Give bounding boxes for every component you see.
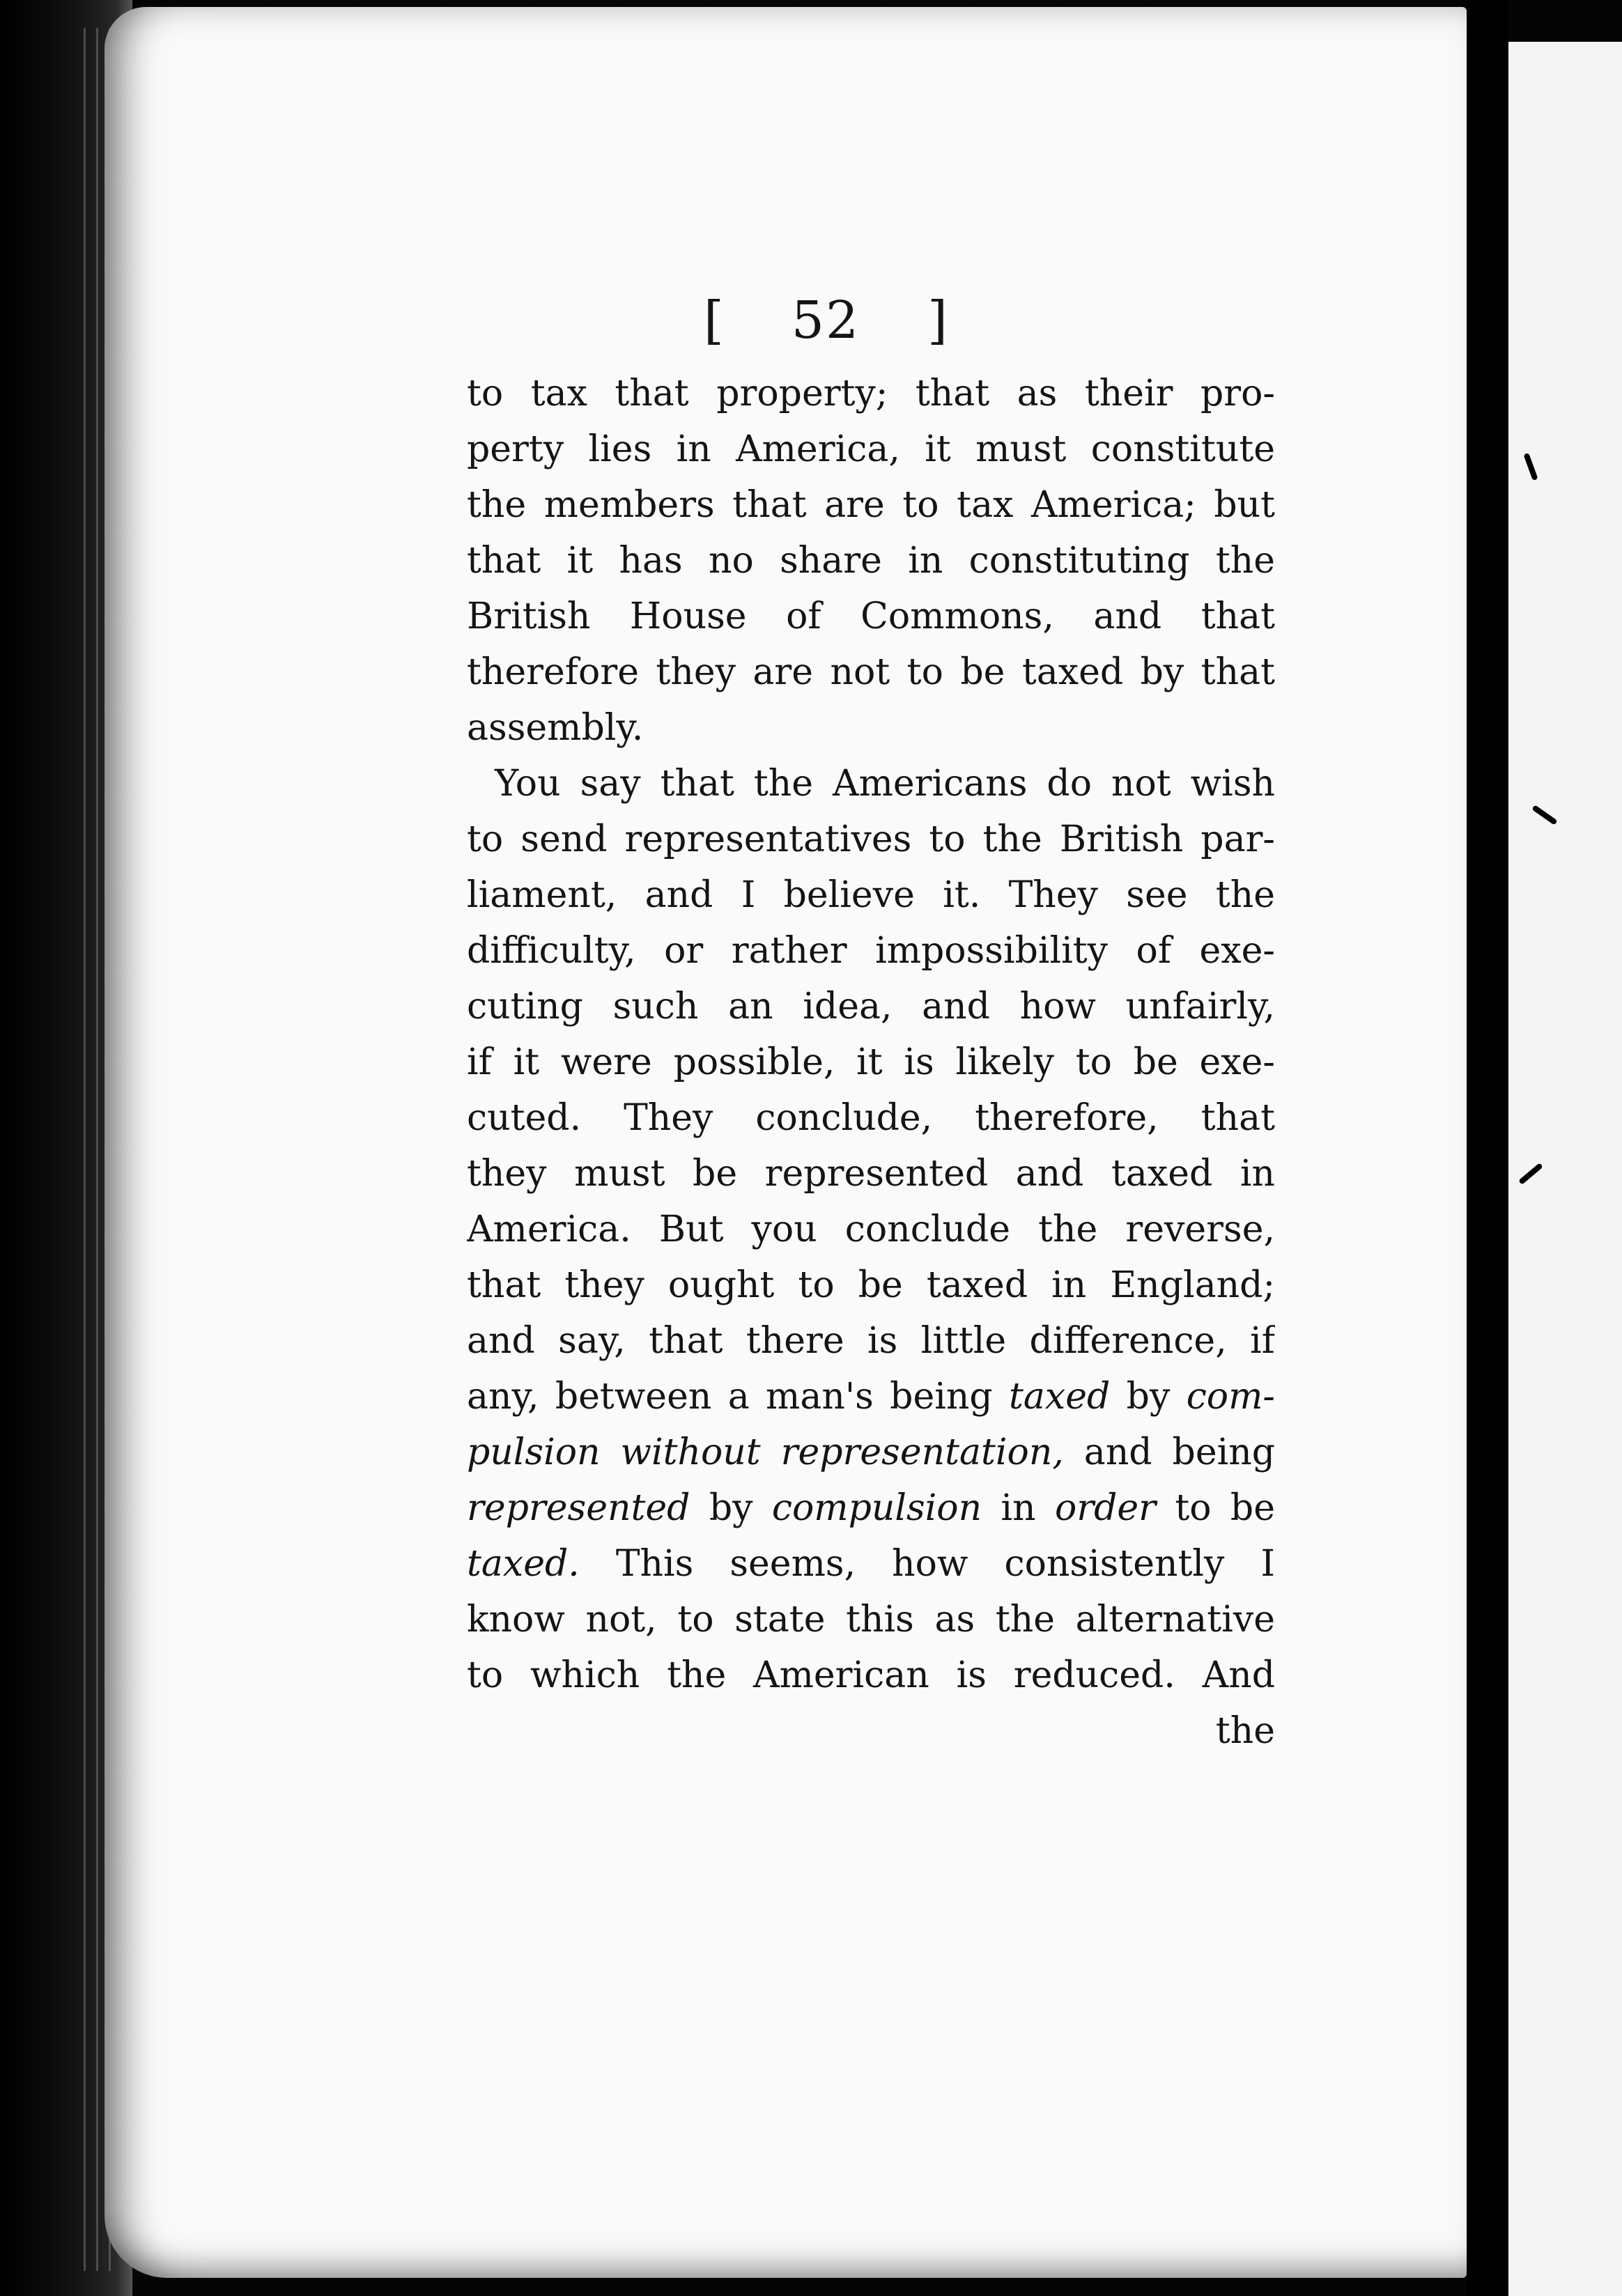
text-run: by [1110,1376,1187,1418]
italic-text: taxed [1009,1376,1111,1418]
page-edge-line [96,28,98,2271]
text-run: to be [1156,1487,1275,1529]
text-run: cuted. They conclude, therefore, that [467,1097,1275,1139]
left-bracket: [ [704,290,724,350]
text-run: This seems, how consistently I [579,1543,1275,1585]
text-line [467,421,1275,477]
text-line [467,1313,1275,1369]
italic-text: order [1054,1487,1157,1529]
text-line [467,979,1275,1034]
text-line [467,700,1275,756]
text-line [467,1146,1275,1202]
text-run: that it has no share in constituting the [467,540,1275,582]
text-run: to tax that property; that as their pro- [467,373,1275,414]
text-run: British House of Commons, and that [467,596,1275,637]
text-line [467,644,1275,700]
text-run: America. But you conclude the reverse, [467,1209,1275,1250]
text-run: You say that the Americans do not wish [495,763,1275,805]
text-run: to send representatives to the British par- [467,819,1275,860]
body-text [467,366,1275,1759]
text-run: cuting such an idea, and how unfairly, [467,986,1275,1027]
text-line [467,1257,1275,1313]
running-head [704,282,948,359]
text-run: and say, that there is little difference, if [467,1320,1275,1362]
text-line [467,477,1275,533]
text-line [467,589,1275,644]
text-line [467,867,1275,923]
italic-text: represented [467,1487,690,1529]
text-run: they must be represented and taxed in [467,1153,1275,1195]
text-line [467,1536,1275,1592]
text-run: perty lies in America, it must constitute [467,428,1275,470]
text-line [467,1647,1275,1703]
text-line [467,812,1275,867]
italic-text: compulsion [771,1487,982,1529]
text-line [467,1202,1275,1257]
text-line [467,1034,1275,1090]
text-run: liament, and I believe it. They see the [467,874,1275,916]
text-run: that they ought to be taxed in England; [467,1264,1275,1306]
bleed-mark [1518,1163,1543,1185]
text-run: any, between a man's being [467,1376,1010,1418]
text-line [467,1480,1275,1536]
text-line [467,533,1275,589]
adjacent-page-edge [1508,42,1622,2296]
text-line [467,756,1275,812]
text-line [467,1090,1275,1146]
text-run: to which the American is reduced. And [467,1654,1275,1696]
text-run: assembly. [467,707,644,749]
text-line [467,366,1275,421]
italic-text: taxed. [467,1543,580,1585]
page-edge-line [84,28,86,2271]
text-run: the members that are to tax America; but [467,484,1275,526]
text-line [467,1369,1275,1425]
right-bracket: ] [927,290,948,350]
text-run: by [690,1487,772,1529]
page-number: 52 [791,290,860,350]
text-run: therefore they are not to be taxed by that [467,651,1275,693]
text-run: if it were possible, it is likely to be exe- [467,1041,1275,1083]
italic-text: com- [1186,1376,1275,1418]
bleed-mark [1531,805,1557,825]
catchword: the [1215,1710,1275,1752]
text-line [467,1425,1275,1480]
text-run: in [982,1487,1055,1529]
text-run: and being [1063,1432,1275,1473]
italic-text: pulsion without representation, [467,1432,1064,1473]
text-run: difficulty, or rather impossibility of exe- [467,930,1275,972]
page-divider [1467,0,1508,2296]
text-line [467,923,1275,979]
text-line [467,1592,1275,1647]
bleed-mark [1523,453,1538,481]
text-run: know not, to state this as the alternative [467,1599,1275,1640]
